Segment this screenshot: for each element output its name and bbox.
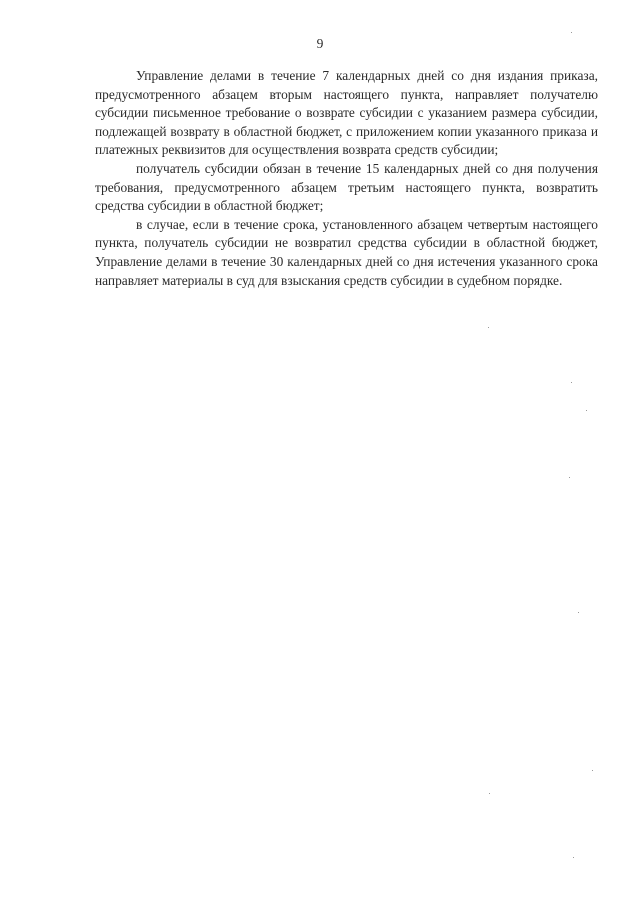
scan-speck	[569, 477, 570, 478]
scan-speck	[571, 382, 572, 383]
document-body	[95, 67, 598, 290]
scan-speck	[489, 793, 490, 794]
scan-speck	[578, 612, 579, 613]
scan-speck	[586, 410, 587, 411]
scan-speck	[573, 857, 574, 858]
page-number: 9	[316, 36, 324, 51]
scan-speck	[488, 327, 489, 328]
paragraph-court-recovery: в случае, если в течение срока, установленного абзацем четвертым настоящего пункта, получатель субсидии не возвратил средства субсидии в областной бюджет, Управление делами в течение 30 календарных дней со дня истечения указанного срока направляет материалы в суд для взыскания средств субсидии в судебном порядке.	[95, 216, 598, 288]
scan-speck	[571, 32, 572, 33]
paragraph-recipient-obligation: получатель субсидии обязан в течение 15 календарных дней со дня получения требования, предусмотренного абзацем третьим настоящего пункта, возвратить средства субсидии в областной бюджет;	[95, 160, 598, 214]
paragraph-return-demand: Управление делами в течение 7 календарных дней со дня издания приказа, предусмотренного абзацем вторым настоящего пункта, направляет получателю субсидии письменное требование о возврате субсидии с указанием размера субсидии, подлежащей возврату в областной бюджет, с приложением копии указанного приказа и платежных реквизитов для осуществления возврата средств субсидии;	[95, 68, 598, 158]
scan-speck	[592, 770, 593, 771]
